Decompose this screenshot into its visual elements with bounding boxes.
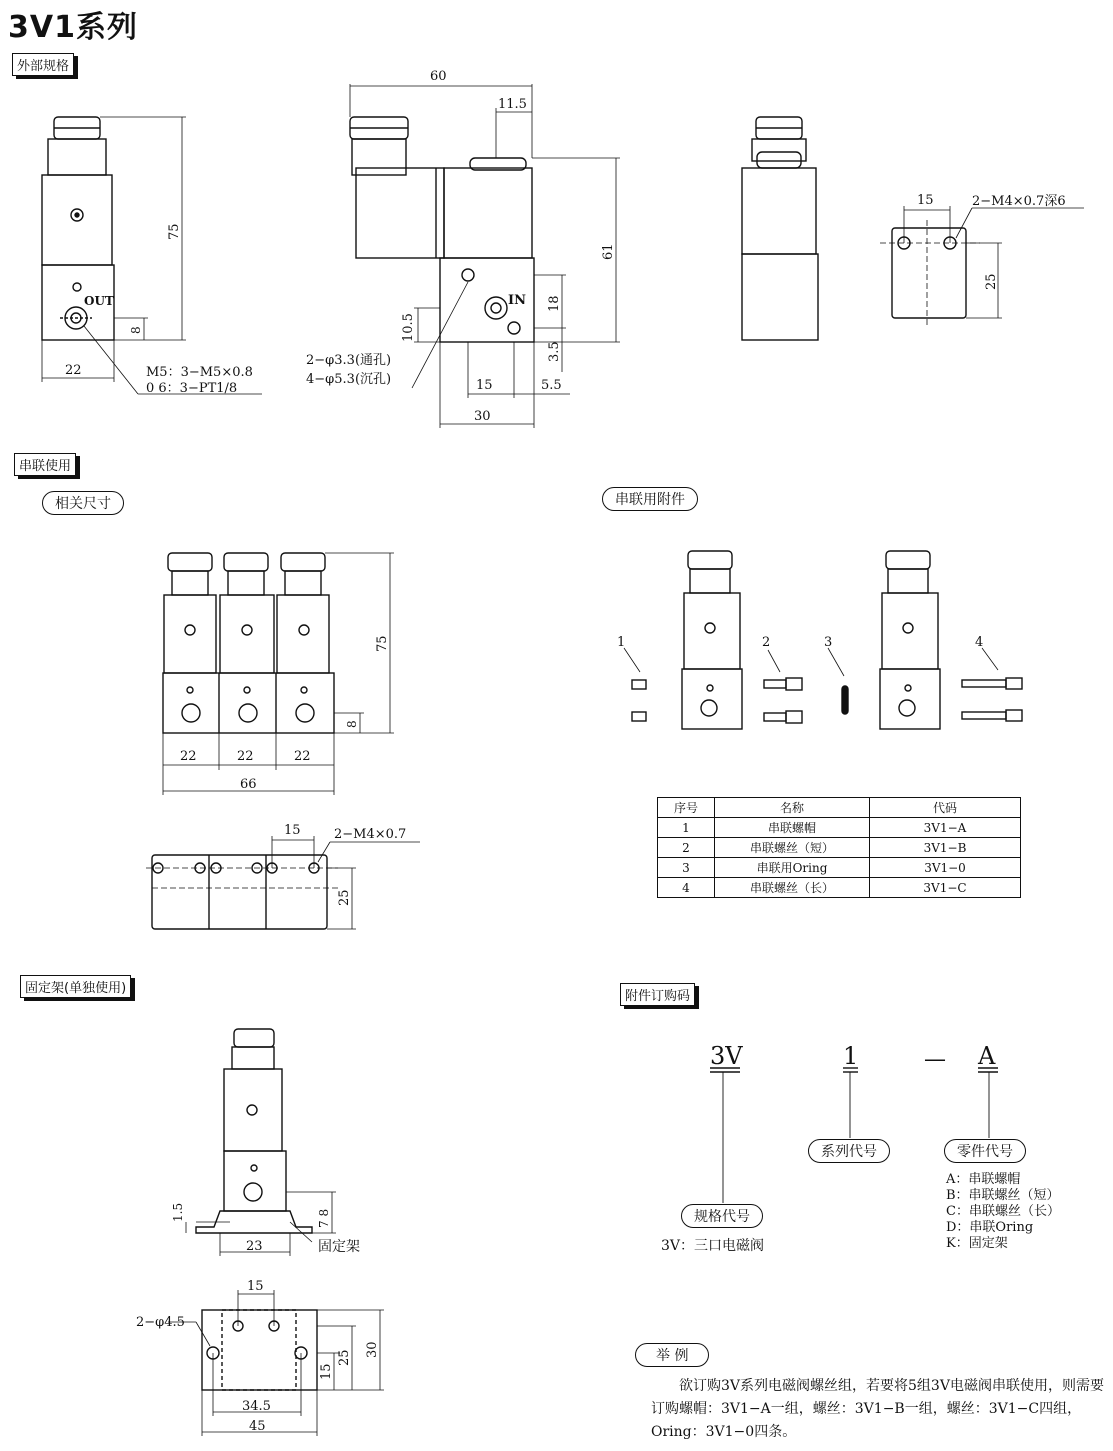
accessory-table [657,797,1021,898]
table-cell: 3 [658,858,715,878]
dim-7-8: 7 8 [317,1208,331,1228]
label-hole-counterbore: 4−φ5.3(沉孔) [306,372,392,387]
code-part-a: A [978,1042,996,1070]
dim-25-face: 25 [984,273,999,290]
part-code-item: A：串联螺帽 [946,1172,1021,1187]
dim-3-5: 3.5 [547,341,562,362]
dim-30-plate: 30 [365,1341,380,1358]
dim-23: 23 [246,1239,263,1254]
part-code-item: K：固定架 [946,1236,1008,1251]
table-row [658,858,1021,878]
code-dash: — [924,1047,946,1072]
dim-60: 60 [430,69,447,84]
section-order-code: 附件订购码 [620,983,695,1006]
table-header: 序号 [658,798,715,818]
section-related-dims: 相关尺寸 [42,491,124,515]
label-m5: M5：3−M5×0.8 [146,365,253,380]
series-assembly [163,553,394,795]
dim-15-plate: 15 [319,1363,334,1380]
dim-8: 8 [129,326,143,334]
part-number-2: 2 [762,635,771,650]
section-external-spec: 外部规格 [12,53,74,76]
dim-11-5: 11.5 [498,97,527,112]
section-example: 举 例 [635,1343,709,1367]
table-cell: 3V1−0 [870,858,1021,878]
label-out: OUT [84,294,114,308]
table-cell: 串联螺丝（短） [715,838,870,858]
table-header: 名称 [715,798,870,818]
label-bracket: 固定架 [318,1239,360,1255]
code-part-1: 1 [843,1042,859,1070]
label-hole-4-5: 2−φ4.5 [136,1315,185,1330]
label-o6: 0 6：3−PT1/8 [146,381,238,396]
dim-45: 45 [249,1419,266,1434]
label-in: IN [508,293,526,308]
dim-15-bracket: 15 [247,1279,264,1294]
valve-rear-view [742,117,818,340]
dim-15-series: 15 [284,823,301,838]
table-row [658,818,1021,838]
table-cell: 串联螺帽 [715,818,870,838]
table-cell: 串联用Oring [715,858,870,878]
dim-61: 61 [601,243,616,260]
dim-34-5: 34.5 [242,1399,271,1414]
series-code-label: 系列代号 [808,1139,890,1163]
dim-22-c: 22 [294,749,311,764]
dim-10-5: 10.5 [401,313,416,342]
spec-code-label: 规格代号 [681,1204,763,1228]
label-m4: 2−M4×0.7 [334,827,407,842]
part-number-4: 4 [975,635,984,650]
section-series-use: 串联使用 [14,453,76,476]
part-number-3: 3 [824,635,833,650]
part-code-item: D：串联Oring [946,1220,1034,1235]
dim-1-5: 1.5 [171,1202,185,1222]
label-m4-deep: 2−M4×0.7深6 [972,194,1066,209]
example-text: 欲订购3V系列电磁阀螺丝组，若要将5组3V电磁阀串联使用，则需要订购螺帽：3V1−A一组，螺丝：3V1−B一组，螺丝：3V1−C四组，Oring：3V1−0四条。 [651,1378,1104,1440]
table-cell: 3V1−A [870,818,1021,838]
dim-25-series: 25 [337,889,352,906]
dim-66: 66 [240,777,257,792]
dim-15: 15 [476,378,493,393]
part-code-label: 零件代号 [944,1139,1026,1163]
part-code-item: C：串联螺丝（长） [946,1204,1060,1219]
accessory-valves [624,551,1022,729]
dim-30: 30 [474,409,491,424]
dim-25-plate: 25 [337,1349,352,1366]
table-cell: 2 [658,838,715,858]
code-part-3v: 3V [710,1042,743,1070]
table-cell: 3V1−B [870,838,1021,858]
dim-18: 18 [547,295,562,312]
part-code-list [946,1172,1060,1252]
table-cell: 串联螺丝（长） [715,878,870,898]
dim-8-series: 8 [345,720,359,728]
dim-75-series: 75 [375,635,390,652]
section-series-accessories: 串联用附件 [602,487,698,511]
dim-22: 22 [65,363,82,378]
section-bracket: 固定架(单独使用) [20,975,131,998]
page-title: 3V1系列 [8,10,138,45]
bracket-assembly [186,1029,336,1256]
part-number-1: 1 [617,635,626,650]
table-cell: 3V1−C [870,878,1021,898]
spec-description: 3V：三口电磁阀 [661,1238,765,1254]
dim-15-face: 15 [917,193,934,208]
table-cell: 1 [658,818,715,838]
dim-5-5: 5.5 [541,378,562,393]
dim-22-b: 22 [237,749,254,764]
label-hole-through: 2−φ3.3(通孔) [306,353,392,368]
series-mounting-face [146,836,420,929]
mounting-face [880,206,1084,325]
dim-75: 75 [167,223,182,240]
table-row [658,878,1021,898]
table-header: 代码 [870,798,1021,818]
table-cell: 4 [658,878,715,898]
table-row [658,838,1021,858]
part-code-item: B：串联螺丝（短） [946,1188,1060,1203]
dim-22-a: 22 [180,749,197,764]
valve-front-view [42,117,262,394]
